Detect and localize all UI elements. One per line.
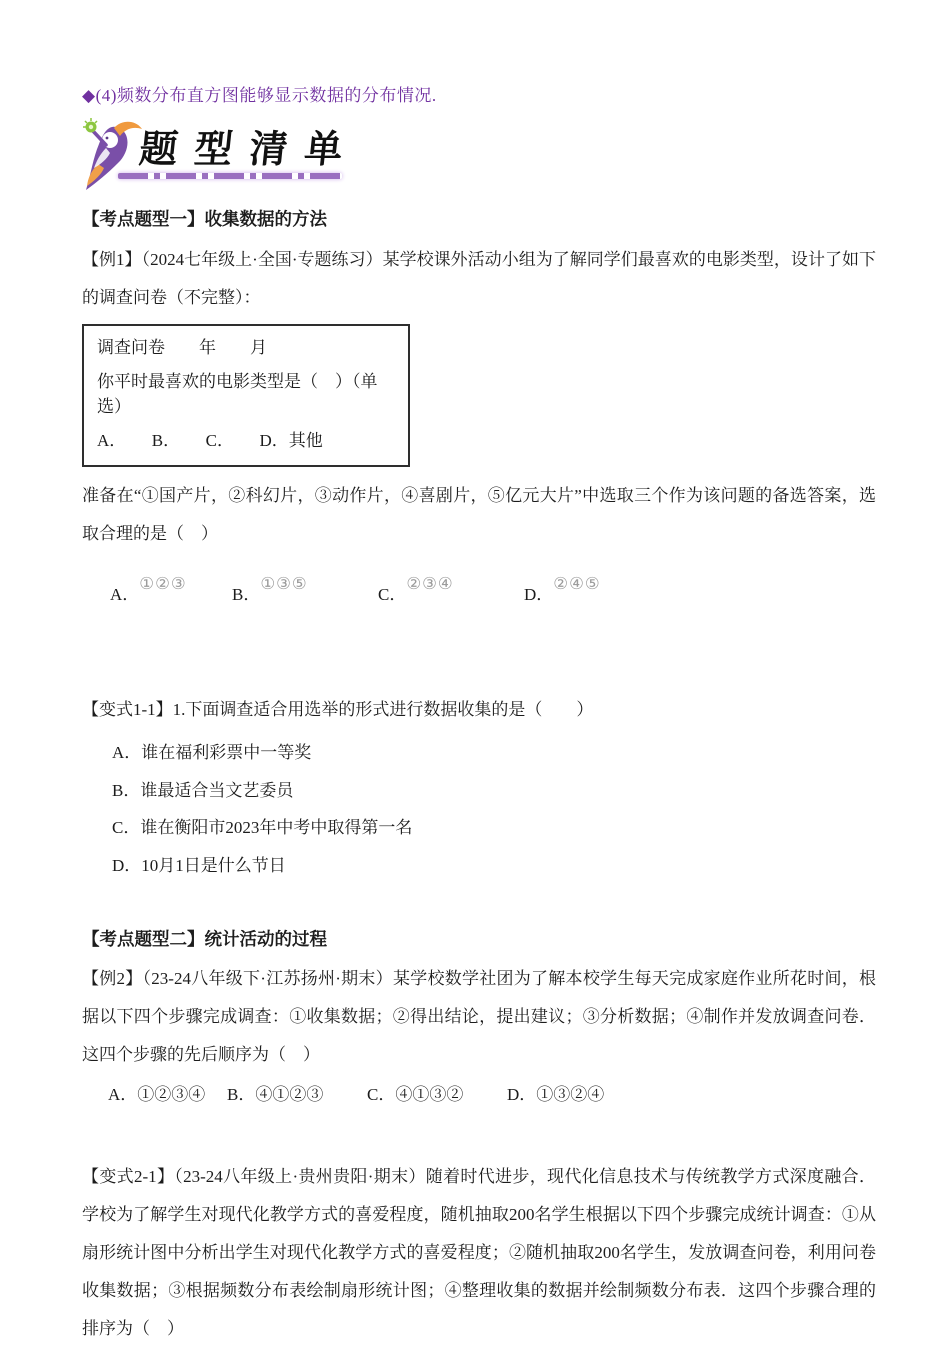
choice-b bbox=[232, 574, 378, 605]
choice-value: ①③⑤ bbox=[260, 574, 308, 593]
banner-underline bbox=[118, 173, 342, 179]
variant11-option-c: C．谁在衡阳市2023年中考中取得第一名 bbox=[112, 818, 413, 837]
choice-d: D．①③②④ bbox=[507, 1085, 605, 1104]
variant21-text: 【变式2-1】（23-24八年级上·贵州贵阳·期末）随着时代进步，现代化信息技术与传统教学方式深度融合．学校为了解学生对现代化教学方式的喜爱程度，随机抽取200名学生根据以下四个步骤完成统计调查：①从扇形统计图中分析出学生对现代化教学方式的喜爱程度；②随机抽取200名学生，发放调查问卷，利用问卷收集数据；③根据频数分布表绘制扇形统计图；④整理收集的数据并绘制频数分布表．这四个步骤合理的排序为（ ） bbox=[82, 1166, 876, 1338]
intro-note: ◆(4)频数分布直方图能够显示数据的分布情况. bbox=[82, 86, 437, 105]
survey-options-line: A． B． C． D．其他 bbox=[97, 431, 323, 450]
choice-value: ①②③ bbox=[139, 574, 187, 593]
variant11-options bbox=[82, 741, 876, 878]
choice-value: ②④⑤ bbox=[553, 574, 601, 593]
variant11-question: 【变式1-1】1.下面调查适合用选举的形式进行数据收集的是（ ） bbox=[82, 700, 594, 719]
survey-question-line: 你平时最喜欢的电影类型是（ ）（单选） bbox=[97, 372, 378, 416]
survey-title-line: 调查问卷 年 月 bbox=[97, 338, 267, 357]
example1-choices-row bbox=[82, 565, 876, 605]
choice-c: C．④①③② bbox=[367, 1085, 464, 1104]
choice-letter: C． bbox=[378, 585, 407, 604]
choice-b: B．④①②③ bbox=[227, 1085, 324, 1104]
choice-letter: A． bbox=[110, 585, 140, 604]
survey-questionnaire-box bbox=[82, 324, 410, 467]
example2-text: 【例2】（23-24八年级下·江苏扬州·期末）某学校数学社团为了解本校学生每天完成家庭作业所花时间，根据以下四个步骤完成调查：①收集数据；②得出结论，提出建议；③分析数据；④制作并发放调查问卷．这四个步骤的先后顺序为（ ） bbox=[82, 968, 876, 1064]
example1-question: 准备在“①国产片，②科幻片，③动作片，④喜剧片，⑤亿元大片”中选取三个作为该问题的备选答案，选取合理的是（ ） bbox=[82, 486, 876, 543]
variant11-option-b: B．谁最适合当文艺委员 bbox=[112, 780, 294, 800]
section1-heading: 【考点题型一】收集数据的方法 bbox=[82, 209, 327, 229]
choice-c bbox=[378, 574, 524, 605]
section-banner bbox=[82, 114, 382, 190]
section2-heading: 【考点题型二】统计活动的过程 bbox=[82, 928, 327, 949]
choice-d bbox=[524, 574, 670, 605]
choice-letter: D． bbox=[524, 585, 554, 604]
banner-title: 题型清单 bbox=[137, 129, 362, 171]
variant11-option-a: A．谁在福利彩票中一等奖 bbox=[112, 743, 312, 762]
example2-choices-row bbox=[82, 1074, 876, 1112]
choice-a: A．①②③④ bbox=[108, 1085, 206, 1104]
example1-text: 【例1】（2024七年级上·全国·专题练习）某学校课外活动小组为了解同学们最喜欢的电影类型，设计了如下的调查问卷（不完整）： bbox=[82, 250, 876, 307]
variant11-option-d: D．10月1日是什么节日 bbox=[112, 855, 286, 875]
choice-letter: B． bbox=[232, 585, 261, 604]
choice-a bbox=[110, 574, 232, 605]
choice-value: ②③④ bbox=[406, 574, 454, 593]
wizard-mascot-icon bbox=[76, 114, 148, 192]
